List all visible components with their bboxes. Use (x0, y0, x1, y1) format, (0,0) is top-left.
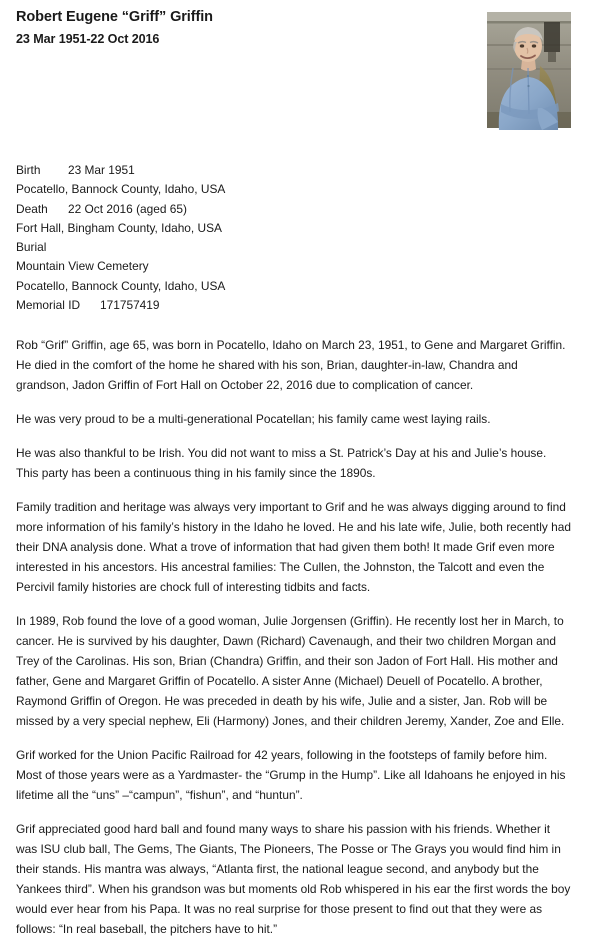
life-dates: 23 Mar 1951-22 Oct 2016 (16, 31, 160, 46)
birth-place: Pocatello, Bannock County, Idaho, USA (16, 182, 226, 197)
document-header (16, 8, 585, 136)
burial-place: Pocatello, Bannock County, Idaho, USA (16, 278, 226, 293)
death-date: 22 Oct 2016 (aged 65) (68, 201, 187, 216)
birth-row (16, 161, 585, 180)
obituary-paragraph: Rob “Grif” Griffin, age 65, was born in Pocatello, Idaho on March 23, 1951, to Gene and Margaret Griffin. He died in the comfort of the home he shared with his son, Brian, daughter-in-law, Chandra and grandson, Jadon Griffin of Fort Hall on October 22, 2016 due to complication of cancer. (16, 338, 566, 393)
burial-label: Burial (16, 240, 47, 255)
obituary-paragraph: Grif appreciated good hard ball and found many ways to share his passion with his friends. Whether it was ISU club ball, The Gems, The Giants, The Pioneers, The Posse or The Grays you would find him in their stands. His mantra was always, “Atlanta first, the national league second, and anybody but the Yankees third”. When his grandson was but moments old Rob whispered in his ear the first words the boy would ever hear from his Papa. It was no real surprise for those present to find out that they were as follows: “In real baseball, the pitchers have to hit.” (16, 822, 571, 937)
obituary-paragraph: He was also thankful to be Irish. You did not want to miss a St. Patrick’s Day at his and Julie’s house. This party has been a continuous thing in his family since the 1890s. (16, 446, 547, 481)
title-block (16, 8, 466, 48)
burial-cemetery: Mountain View Cemetery (16, 259, 149, 274)
portrait-image (482, 8, 578, 130)
obituary-paragraph: He was very proud to be a multi-generational Pocatellan; his family came west laying rails. (16, 412, 491, 427)
vital-facts-list (16, 161, 585, 315)
page-title: Robert Eugene “Griff” Griffin (16, 9, 213, 25)
obituary-body (16, 335, 585, 939)
death-row (16, 200, 585, 219)
death-place: Fort Hall, Bingham County, Idaho, USA (16, 220, 222, 235)
memorial-id-label: Memorial ID (16, 297, 81, 312)
portrait-photo (482, 8, 578, 130)
obituary-paragraph: In 1989, Rob found the love of a good woman, Julie Jorgensen (Griffin). He recently lost her in March, to cancer. He is survived by his daughter, Dawn (Richard) Cavenaugh, and their two children Morgan and Trey of the Carolinas. His son, Brian (Chandra) Griffin, and their son Jadon of Fort Hall. His mother and father, Gene and Margaret Griffin of Pocatello. A sister Anne (Michael) Deuell of Pocatello. A brother, Raymond Griffin of Oregon. He was preceded in death by his wife, Julie and a sister, Jan. Rob will be missed by a very special nephew, Eli (Harmony) Jones, and their children Jeremy, Xander, Zoe and Elle. (16, 614, 565, 729)
birth-label: Birth (16, 163, 41, 177)
birth-date: 23 Mar 1951 (68, 163, 135, 177)
obituary-paragraph: Grif worked for the Union Pacific Railroad for 42 years, following in the footsteps of family before him. Most of those years were as a Yardmaster- the “Grump in the Hump”. Like all Idahoans he enjoyed in his lifetime all the “uns” –“campun”, “fishun”, and “huntun”. (16, 748, 566, 803)
death-label: Death (16, 201, 48, 216)
memorial-id-value: 171757419 (100, 297, 160, 312)
obituary-paragraph: Family tradition and heritage was always very important to Grif and he was always digging around to find more information of his family’s history in the Idaho he loved. He and his late wife, Julie, both recently had their DNA analysis done. What a trove of information that had given them both! It made Grif even more interested in his ancestors. His ancestral families: The Cullen, the Johnston, the Talcott and even the Percivil family histories are chock full of interesting tidbits and facts. (16, 500, 571, 595)
memorial-id-row (16, 296, 585, 315)
